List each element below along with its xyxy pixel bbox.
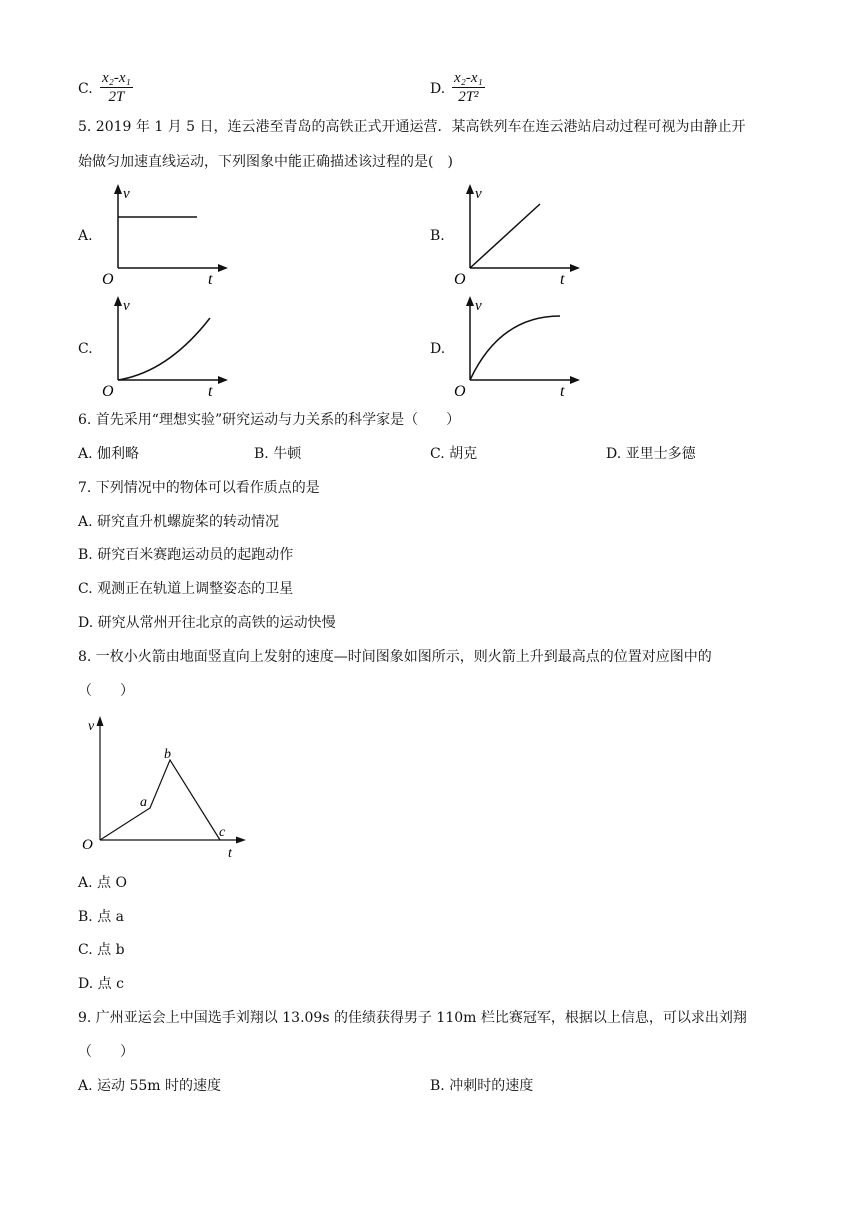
q4-option-c-label: C. xyxy=(78,81,93,97)
q8-point-c-label: c xyxy=(219,825,226,840)
q7-option-a: A. 研究直升机螺旋桨的转动情况 xyxy=(78,514,280,530)
q8-point-b-label: b xyxy=(164,747,171,762)
q5-graph-c-curve xyxy=(118,318,210,380)
q7-option-c: C. 观测正在轨道上调整姿态的卫星 xyxy=(78,581,294,597)
q5-graph-d xyxy=(450,292,585,402)
q5-graph-d-curve xyxy=(470,316,560,380)
q5-graph-b xyxy=(450,180,585,290)
q5-graph-d-t-label: t xyxy=(560,383,565,400)
q5-graph-c xyxy=(98,292,233,402)
q8-vt-curve xyxy=(100,760,220,840)
q8-stem-line2: （ ） xyxy=(78,683,134,699)
q5-graph-a xyxy=(98,180,233,290)
q4-option-c-denominator: 2T xyxy=(108,89,125,105)
q8-origin: O xyxy=(82,837,93,853)
q7-stem: 7. 下列情况中的物体可以看作质点的是 xyxy=(78,480,320,496)
q8-option-d: D. 点 c xyxy=(78,976,124,992)
q9-stem-line1: 9. 广州亚运会上中国选手刘翔以 13.09s 的佳绩获得男子 110m 栏比赛冠军，根据以上信息，可以求出刘翔 xyxy=(78,1010,747,1026)
q5-option-b-label: B. xyxy=(430,228,445,244)
q4-option-c-fraction xyxy=(100,70,133,105)
q8-option-c: C. 点 b xyxy=(78,942,125,958)
q5-graph-c-origin: O xyxy=(102,383,114,400)
q4-option-d-label: D. xyxy=(430,81,446,97)
q5-graph-b-origin: O xyxy=(454,271,466,288)
q8-option-b: B. 点 a xyxy=(78,909,124,925)
q6-option-b: B. 牛顿 xyxy=(254,446,302,462)
q5-stem-line2: 始做匀加速直线运动，下列图象中能正确描述该过程的是( ) xyxy=(78,154,453,170)
q6-stem: 6. 首先采用“理想实验”研究运动与力关系的科学家是（ ） xyxy=(78,412,461,428)
q4-option-d-fraction xyxy=(452,70,485,105)
q7-option-b: B. 研究百米赛跑运动员的起跑动作 xyxy=(78,547,294,563)
q8-v-label: v xyxy=(88,719,95,734)
q6-option-d: D. 亚里士多德 xyxy=(606,446,696,462)
q5-graph-c-t-label: t xyxy=(208,383,213,400)
q5-option-a-label: A. xyxy=(78,228,93,244)
q5-stem-line1: 5. 2019 年 1 月 5 日，连云港至青岛的高铁正式开通运营．某高铁列车在连云港站启动过程可视为由静止开 xyxy=(78,119,746,135)
q5-graph-b-t-label: t xyxy=(560,271,565,288)
q8-vt-graph xyxy=(82,712,252,860)
q5-graph-a-t-label: t xyxy=(208,271,213,288)
q4-option-d-numerator: x₂-x₁ xyxy=(454,70,483,86)
q8-point-a-label: a xyxy=(140,795,147,810)
q5-graph-a-origin: O xyxy=(102,271,114,288)
q5-option-c-label: C. xyxy=(78,341,93,357)
q5-graph-a-v-label: v xyxy=(123,186,130,202)
q9-option-a: A. 运动 55m 时的速度 xyxy=(78,1078,222,1094)
q5-graph-d-v-label: v xyxy=(475,298,482,314)
q8-option-a: A. 点 O xyxy=(78,875,127,891)
q4-option-d-denominator: 2T² xyxy=(458,89,479,105)
q7-option-d: D. 研究从常州开往北京的高铁的运动快慢 xyxy=(78,615,336,631)
q9-option-b: B. 冲刺时的速度 xyxy=(430,1078,534,1094)
q5-option-d-label: D. xyxy=(430,341,446,357)
q5-graph-c-v-label: v xyxy=(123,298,130,314)
q6-option-c: C. 胡克 xyxy=(430,446,478,462)
q5-graph-b-curve xyxy=(470,204,540,268)
q5-graph-b-v-label: v xyxy=(475,186,482,202)
q8-stem-line1: 8. 一枚小火箭由地面竖直向上发射的速度—时间图象如图所示，则火箭上升到最高点的位置对应图中的 xyxy=(78,649,712,665)
q9-stem-line2: （ ） xyxy=(78,1044,134,1060)
q4-option-c-numerator: x₂-x₁ xyxy=(102,70,131,86)
q6-option-a: A. 伽利略 xyxy=(78,446,140,462)
q5-graph-d-origin: O xyxy=(454,383,466,400)
q8-t-label: t xyxy=(228,846,232,860)
